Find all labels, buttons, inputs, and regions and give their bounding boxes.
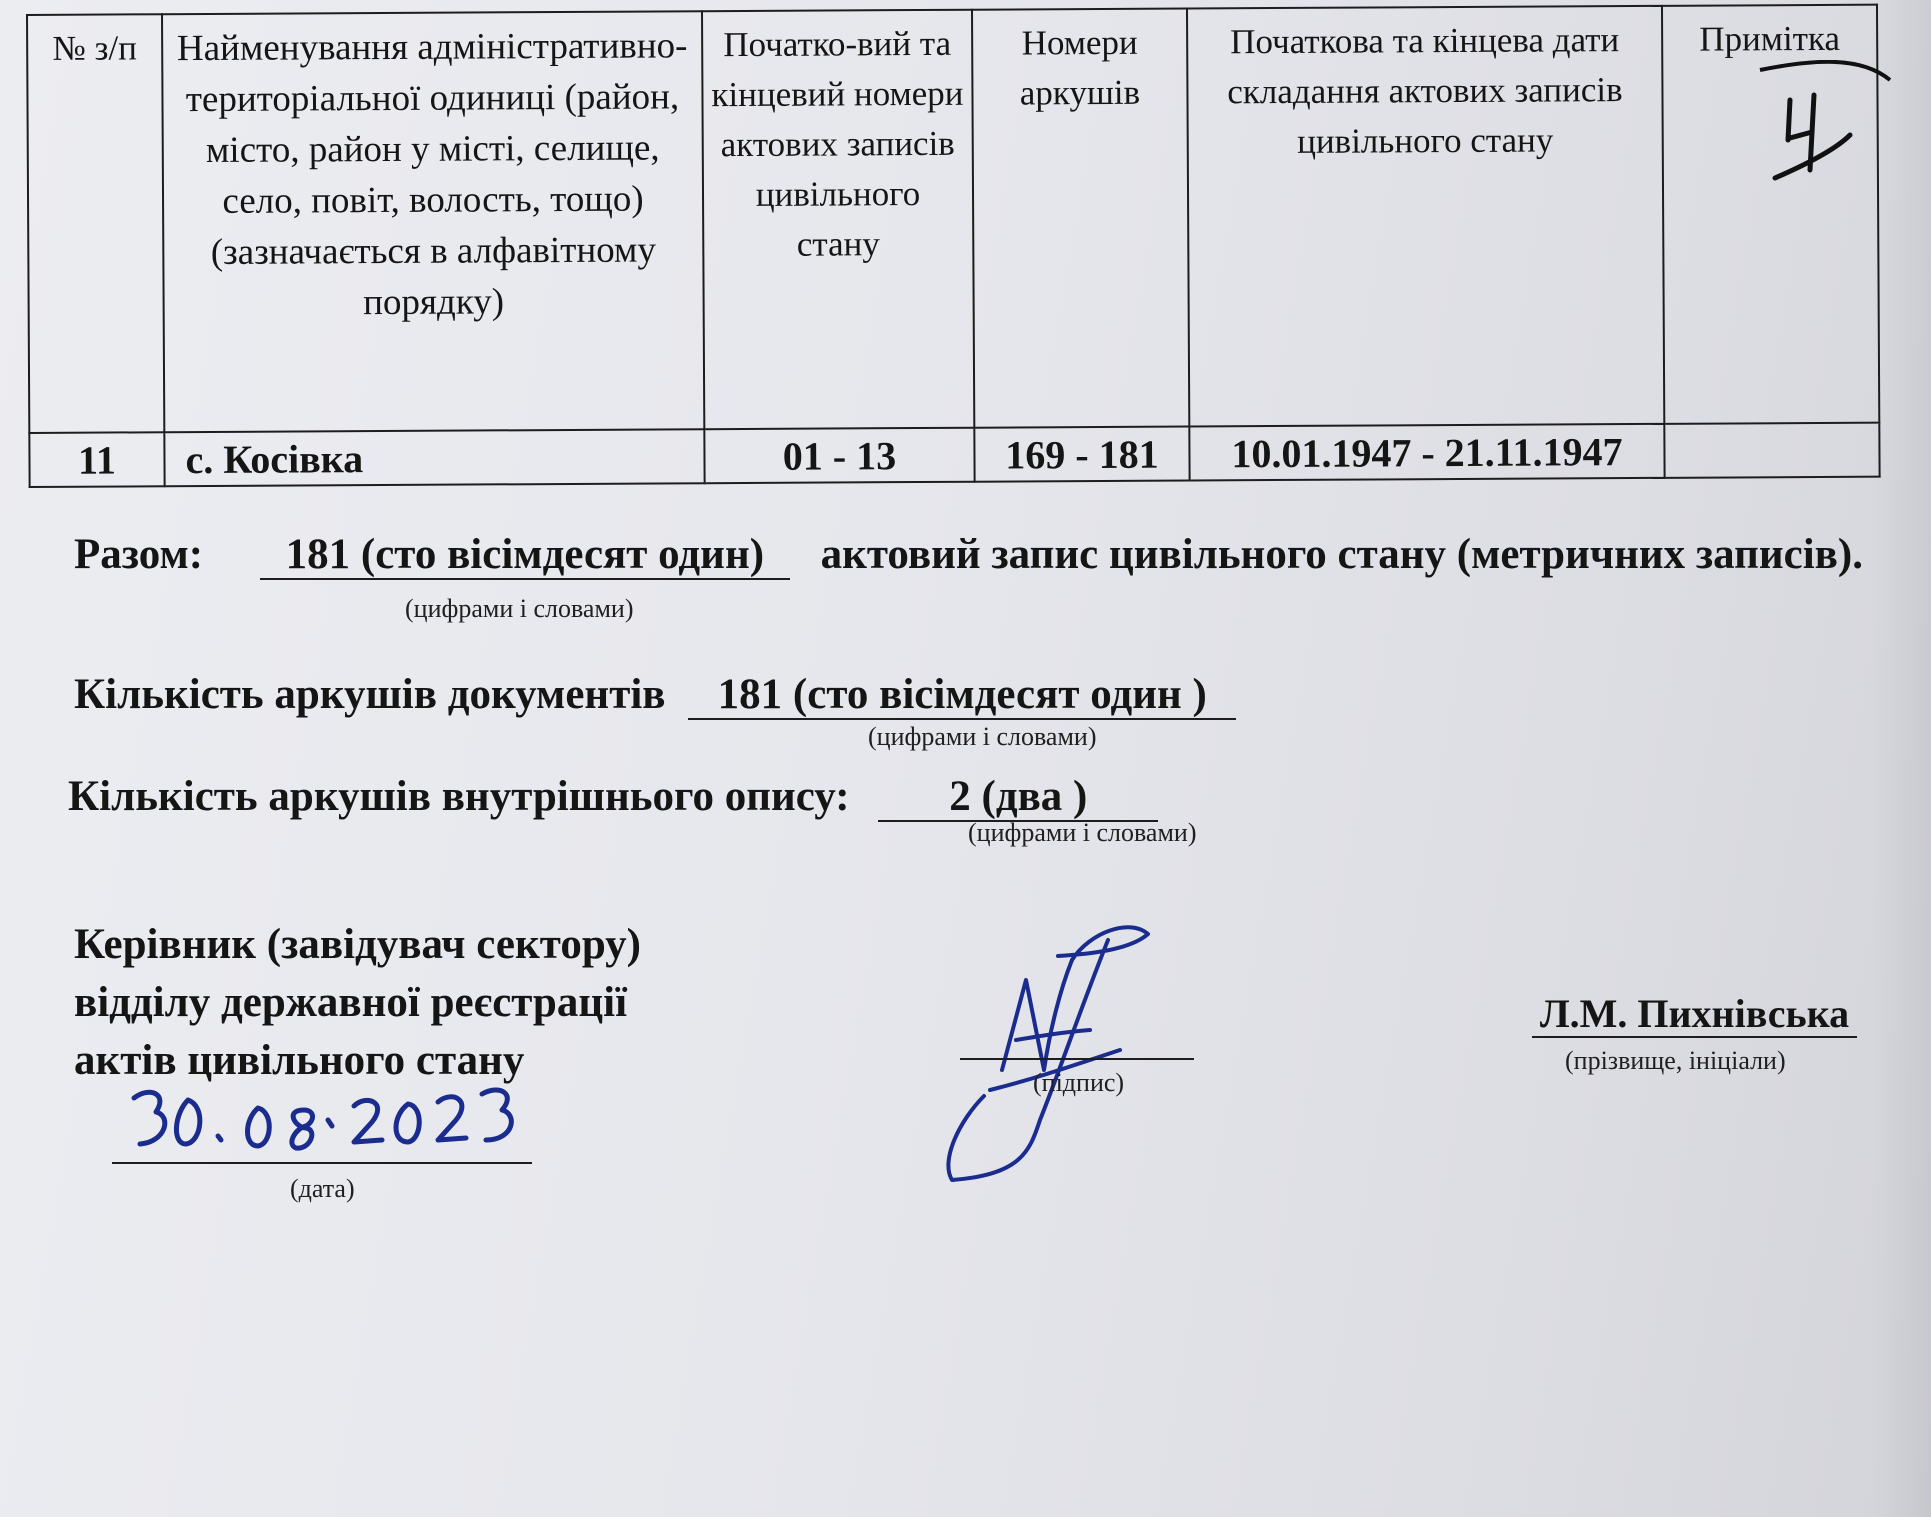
position-line-3: актів цивільного стану (74, 1037, 525, 1084)
total-label: Разом: (74, 531, 204, 578)
name-caption: (прізвище, ініціали) (1565, 1046, 1786, 1075)
handwritten-signature (940, 920, 1190, 1190)
col-header-record-numbers: Початко-вий та кінцевий номери актових записів цивільного стану (702, 10, 974, 430)
col-header-dates: Початкова та кінцева дати складання актових записів цивільного стану (1187, 6, 1664, 427)
paper-edge-shadow (1871, 0, 1931, 1517)
official-name: Л.М. Пихнівська (1532, 992, 1857, 1038)
inner-value: 2 (два ) (878, 774, 1158, 822)
official-name-line (1532, 990, 1857, 1038)
total-caption: (цифрами і словами) (405, 594, 634, 623)
position-line-2: відділу державної реєстрації (74, 979, 628, 1026)
col-header-unit-name: Найменування адміністративно-територіальної одиниці (район, місто, район у місті, селище, село, повіт, волость, тощо) (зазначається в алфавітному порядку) (162, 11, 704, 432)
signature-underline (960, 1058, 1194, 1060)
col-header-note: Примітка (1662, 5, 1879, 424)
cell-number: 11 (29, 432, 164, 487)
cell-sheet-numbers: 169 - 181 (974, 427, 1189, 482)
col-header-number: № з/п (27, 14, 164, 433)
docs-line (74, 670, 1236, 720)
docs-label: Кількість аркушів документів (74, 671, 666, 718)
handwritten-date (120, 1080, 520, 1170)
total-value: 181 (сто вісімдесят один) (260, 532, 790, 580)
signature-caption: (підпис) (1033, 1068, 1125, 1097)
inner-label: Кількість аркушів внутрішнього опису: (68, 773, 850, 820)
position-line-1: Керівник (завідувач сектору) (74, 921, 641, 968)
handwritten-note-mark (1750, 60, 1900, 190)
inner-line (68, 772, 1158, 822)
register-table (26, 4, 1881, 488)
cell-record-numbers: 01 - 13 (704, 428, 974, 484)
inner-caption: (цифрами і словами) (968, 818, 1197, 847)
date-caption: (дата) (290, 1174, 355, 1203)
table-header-row (27, 5, 1879, 433)
docs-value: 181 (сто вісімдесят один ) (688, 672, 1236, 720)
total-line (74, 530, 1863, 580)
date-underline (112, 1162, 532, 1164)
position-block (74, 916, 641, 1090)
col-header-sheet-numbers: Номери аркушів (972, 9, 1189, 428)
docs-caption: (цифрами і словами) (868, 722, 1097, 751)
total-suffix: актовий запис цивільного стану (метричних записів). (820, 531, 1863, 578)
cell-note (1664, 423, 1879, 478)
table-row (29, 423, 1879, 487)
cell-unit-name: с. Косівка (164, 429, 704, 486)
cell-dates: 10.01.1947 - 21.11.1947 (1189, 424, 1664, 481)
